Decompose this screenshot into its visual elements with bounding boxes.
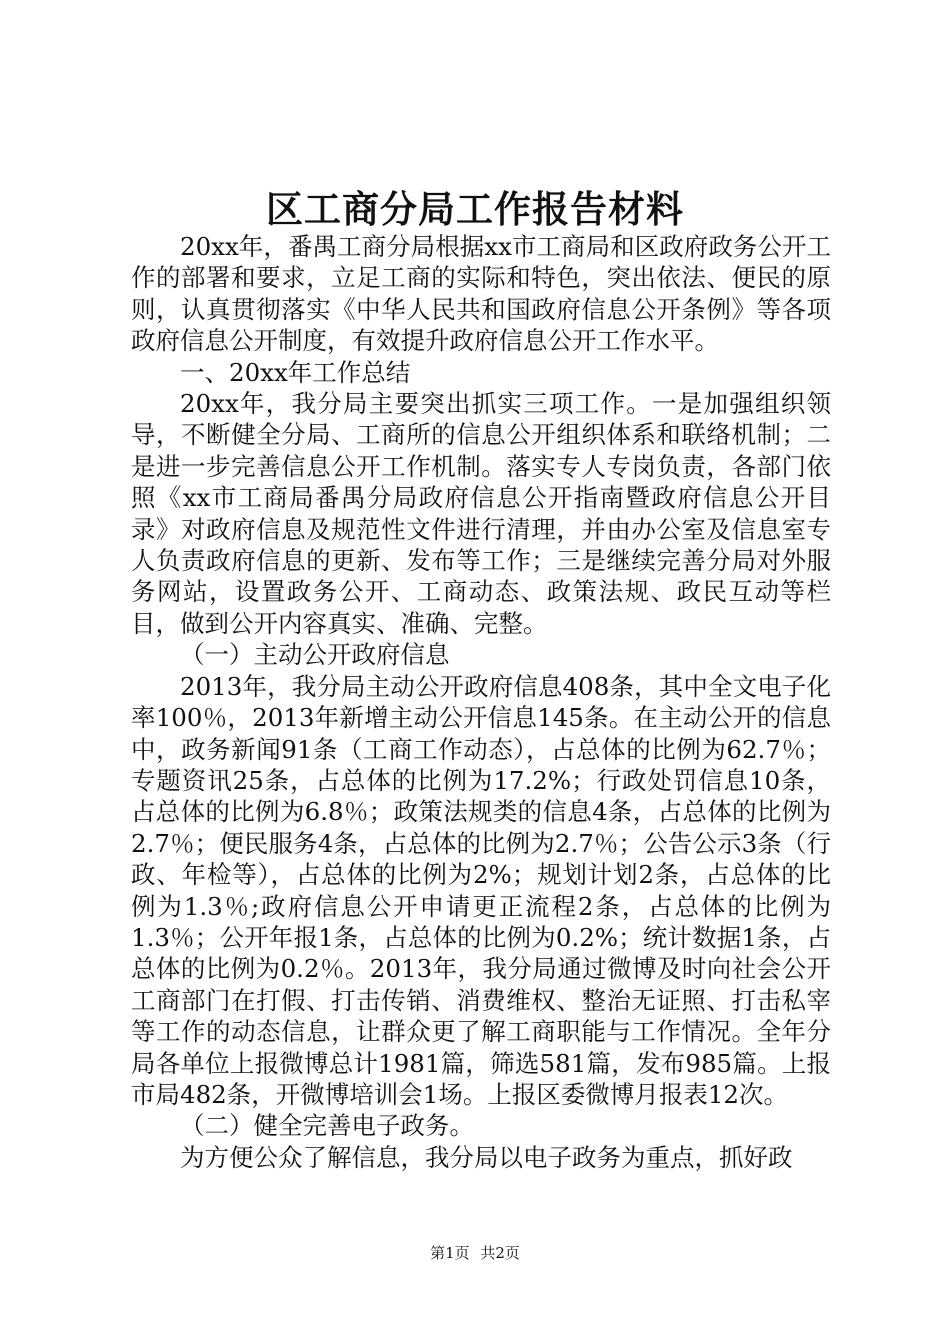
page-total: 共2页	[480, 1244, 520, 1262]
disclosure-paragraph: 2013年，我分局主动公开政府信息408条，其中全文电子化率100％，2013年新增主动公开信息145条。在主动公开的信息中，政务新闻91条（工商工作动态），占总体的比例为62.7％；专题资讯25条，占总体的比例为17.2%；行政处罚信息10条，占总体的比例为6.8％；政策法规类的信息4条，占总体的比例为2.7％；便民服务4条，占总体的比例为2.7％；公告公示3条（行政、年检等），占总体的比例为2%；规划计划2条，占总体的比例为1.3％;政府信息公开申请更正流程2条，占总体的比例为1.3％；公开年报1条，占总体的比例为0.2%；统计数据1条，占总体的比例为0.2％。2013年，我分局通过微博及时向社会公开工商部门在打假、打击传销、消费维权、整治无证照、打击私宰等工作的动态信息，让群众更了解工商职能与工作情况。全年分局各单位上报微博总计1981篇，筛选581篇，发布985篇。上报市局482条，开微博培训会1场。上报区委微博月报表12次。	[131, 671, 831, 1109]
page-footer	[0, 1243, 950, 1263]
document-body	[131, 231, 831, 1173]
subsection-heading-e-government: （二）健全完善电子政务。	[180, 1111, 474, 1141]
page-number: 第1页	[430, 1244, 470, 1262]
section-heading-summary: 一、20xx年工作总结	[180, 357, 411, 387]
subsection-heading-disclosure: （一）主动公开政府信息	[180, 640, 450, 670]
summary-paragraph: 20xx年，我分局主要突出抓实三项工作。一是加强组织领导，不断健全分局、工商所的信息公开组织体系和联络机制；二是进一步完善信息公开工作机制。落实专人专岗负责，各部门依照《xx市工商局番禺分局政府信息公开指南暨政府信息公开目录》对政府信息及规范性文件进行清理，并由办公室及信息室专人负责政府信息的更新、发布等工作；三是继续完善分局对外服务网站，设置政务公开、工商动态、政策法规、政民互动等栏目，做到公开内容真实、准确、完整。	[131, 389, 831, 638]
intro-paragraph: 20xx年，番禺工商分局根据xx市工商局和区政府政务公开工作的部署和要求，立足工商的实际和特色，突出依法、便民的原则，认真贯彻落实《中华人民共和国政府信息公开条例》等各项政府信息公开制度，有效提升政府信息公开工作水平。	[131, 232, 831, 356]
document-title: 区工商分局工作报告材料	[266, 187, 684, 231]
e-government-paragraph: 为方便公众了解信息，我分局以电子政务为重点，抓好政	[180, 1142, 793, 1172]
